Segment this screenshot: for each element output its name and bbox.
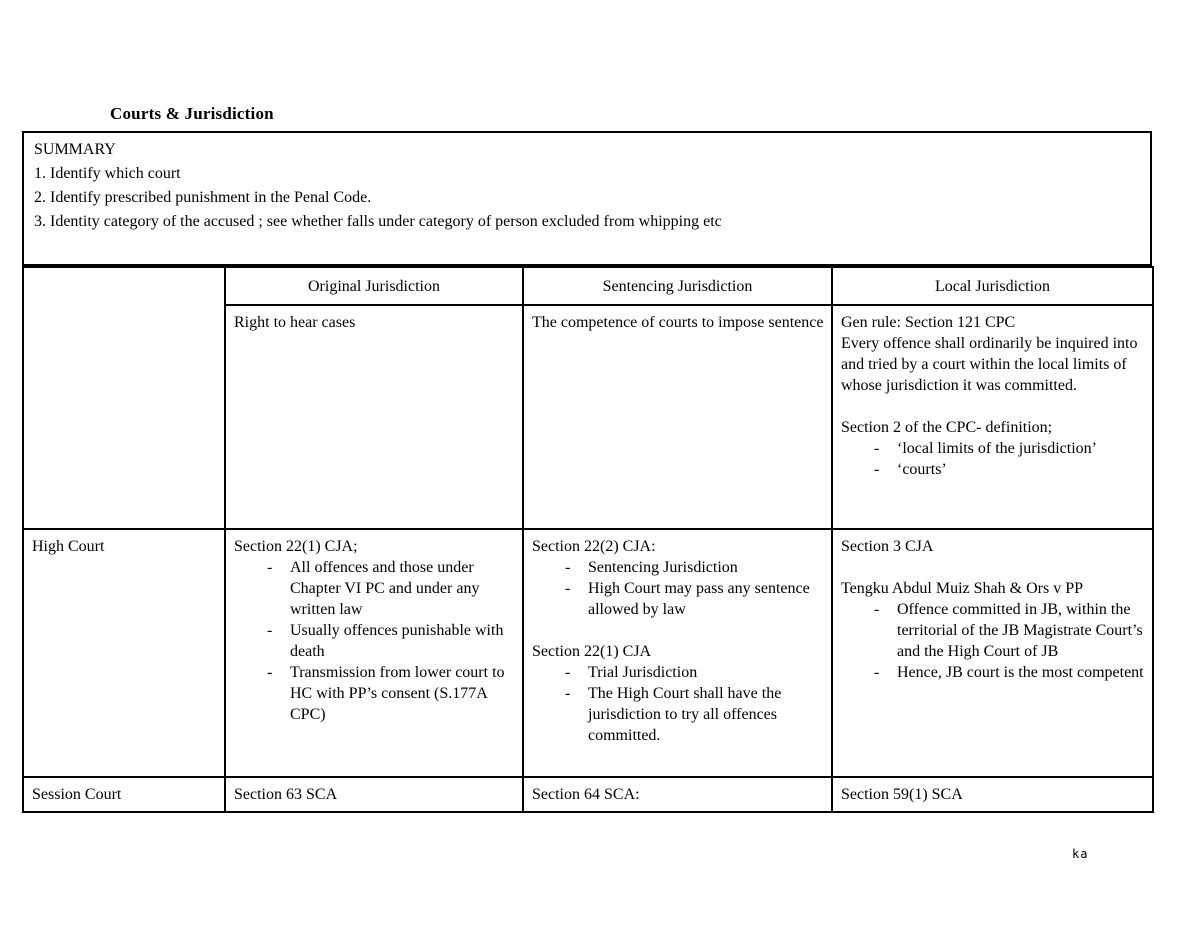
bullet-item <box>234 620 516 662</box>
bullet-item <box>532 578 825 620</box>
session-court-original-cell <box>225 777 523 812</box>
bullet-text: Offence committed in JB, within the territorial of the JB Magistrate Court’s and the High Court of JB <box>897 601 1143 660</box>
bullet-item <box>234 662 516 725</box>
bullet-text: ‘local limits of the jurisdiction’ <box>897 440 1097 457</box>
summary-item-1: 1. Identify which court <box>34 165 181 182</box>
table-header-row <box>23 267 1153 305</box>
bullet-dash: - <box>565 664 571 681</box>
court-name: High Court <box>32 538 105 555</box>
bullet-dash: - <box>874 461 880 478</box>
page-title: Courts & Jurisdiction <box>110 104 274 123</box>
bullet-dash: - <box>874 664 880 681</box>
statute-heading: Section 22(1) CJA <box>532 643 652 660</box>
bullet-text: Usually offences punishable with death <box>290 622 504 660</box>
bullet-dash: - <box>874 601 880 618</box>
bullet-item <box>841 438 1146 459</box>
bullet-dash: - <box>565 559 571 576</box>
bullet-dash: - <box>267 622 273 639</box>
bullet-item <box>841 459 1146 480</box>
bullet-dash: - <box>565 685 571 702</box>
bullet-item <box>532 662 825 683</box>
statute-heading: Section 22(2) CJA: <box>532 538 656 555</box>
statute-heading: Section 3 CJA <box>841 538 934 555</box>
court-name-cell-high-court <box>23 529 225 777</box>
summary-item-2: 2. Identify prescribed punishment in the Penal Code. <box>34 189 372 206</box>
court-name: Session Court <box>32 786 122 803</box>
bullet-item <box>532 557 825 578</box>
column-header-original-jurisdiction: Original Jurisdiction <box>225 267 523 305</box>
definition-sentencing-cell <box>523 305 832 529</box>
summary-box <box>22 131 1152 266</box>
summary-item-3: 3. Identity category of the accused ; see whether falls under category of person excluded from whipping etc <box>34 213 722 230</box>
session-court-sentencing-cell <box>523 777 832 812</box>
bullet-item <box>234 557 516 620</box>
bullet-text: High Court may pass any sentence allowed by law <box>588 580 810 618</box>
statute-reference: Section 63 SCA <box>234 786 338 803</box>
session-court-local-cell <box>832 777 1153 812</box>
bullet-text: ‘courts’ <box>897 461 947 478</box>
statute-heading: Section 22(1) CJA; <box>234 538 358 555</box>
definition-original-text: Right to hear cases <box>234 314 356 331</box>
bullet-text: Trial Jurisdiction <box>588 664 698 681</box>
spacer <box>841 396 1146 417</box>
column-header-sentencing-jurisdiction: Sentencing Jurisdiction <box>523 267 832 305</box>
bullet-text: The High Court shall have the jurisdiction to try all offences committed. <box>588 685 782 744</box>
jurisdiction-table <box>22 266 1154 813</box>
bullet-text: Hence, JB court is the most competent <box>897 664 1144 681</box>
bullet-dash: - <box>267 559 273 576</box>
bullet-item <box>841 662 1146 683</box>
bullet-dash: - <box>874 440 880 457</box>
session-court-row <box>23 777 1153 812</box>
statute-reference: Section 59(1) SCA <box>841 786 963 803</box>
bullet-dash: - <box>267 664 273 681</box>
statute-reference: Section 64 SCA: <box>532 786 640 803</box>
bullet-text: Sentencing Jurisdiction <box>588 559 738 576</box>
definition-local-cell <box>832 305 1153 529</box>
case-name: Tengku Abdul Muiz Shah & Ors v PP <box>841 580 1083 597</box>
definition-original-cell <box>225 305 523 529</box>
bullet-dash: - <box>565 580 571 597</box>
bullet-text: Transmission from lower court to HC with PP’s consent (S.177A CPC) <box>290 664 505 723</box>
spacer <box>841 557 1146 578</box>
high-court-original-cell <box>225 529 523 777</box>
definition-sentencing-text: The competence of courts to impose sentence <box>532 314 824 331</box>
summary-heading: SUMMARY <box>34 141 116 158</box>
local-gen-rule: Gen rule: Section 121 CPC <box>841 314 1016 331</box>
column-header-local-jurisdiction: Local Jurisdiction <box>832 267 1153 305</box>
local-gen-rule-body: Every offence shall ordinarily be inquired into and tried by a court within the local limits of whose jurisdiction it was committed. <box>841 335 1138 394</box>
watermark-initials: ka <box>1072 847 1089 861</box>
bullet-text: All offences and those under Chapter VI PC and under any written law <box>290 559 480 618</box>
bullet-item <box>841 599 1146 662</box>
bullet-item <box>532 683 825 746</box>
local-definition-heading: Section 2 of the CPC- definition; <box>841 419 1053 436</box>
high-court-row <box>23 529 1153 777</box>
spacer <box>532 620 825 641</box>
high-court-local-cell <box>832 529 1153 777</box>
high-court-sentencing-cell <box>523 529 832 777</box>
court-name-cell-session-court <box>23 777 225 812</box>
table-corner-cell <box>23 267 225 529</box>
